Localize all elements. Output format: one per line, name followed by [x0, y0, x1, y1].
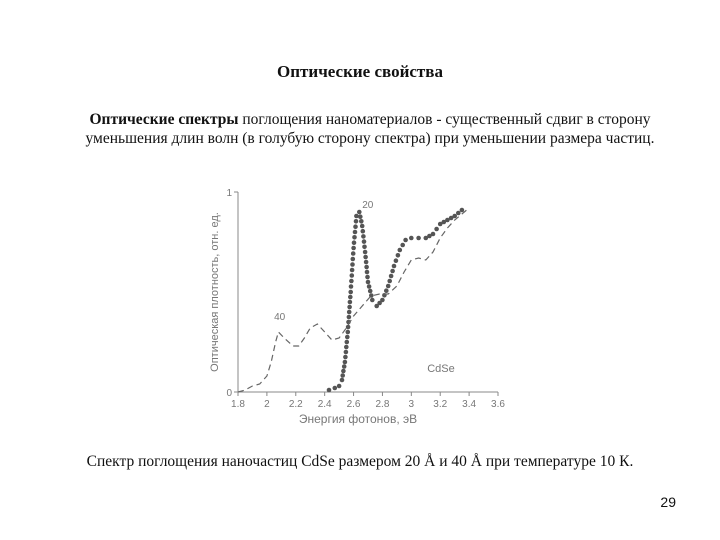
- x-tick-label: 2.2: [288, 399, 303, 410]
- series-point-20: [346, 330, 351, 335]
- series-point-20: [342, 364, 347, 369]
- series-point-20: [359, 219, 364, 224]
- series-point-20: [392, 264, 397, 269]
- series-point-20: [390, 269, 395, 274]
- series-point-20: [341, 369, 346, 374]
- series-point-20: [354, 214, 359, 219]
- series-point-20: [352, 240, 357, 245]
- series-point-20: [349, 279, 354, 284]
- series-point-20: [364, 260, 369, 265]
- series-point-20: [350, 273, 355, 278]
- series-point-20: [340, 378, 345, 383]
- series-label-20: 20: [362, 200, 374, 211]
- figure-caption: Спектр поглощения наночастиц CdSe размером 20 Å и 40 Å при температуре 10 К.: [86, 453, 634, 470]
- y-axis-label: Оптическая плотность, отн. ед.: [209, 212, 221, 372]
- series-point-20: [347, 305, 352, 310]
- x-tick-label: 3.2: [433, 399, 448, 410]
- series-label-40: 40: [274, 312, 286, 323]
- series-point-20: [350, 262, 355, 267]
- series-point-20: [353, 230, 358, 235]
- series-point-20: [460, 208, 465, 213]
- series-point-20: [364, 265, 369, 270]
- intro-bold-term: Оптические спектры: [89, 111, 239, 128]
- series-point-20: [362, 245, 367, 250]
- intro-paragraph: [60, 110, 680, 148]
- series-point-20: [352, 235, 357, 240]
- series-point-20: [351, 257, 356, 262]
- series-point-20: [403, 238, 408, 243]
- x-tick-label: 3.4: [462, 399, 477, 410]
- series-point-20: [363, 255, 368, 260]
- series-point-20: [386, 284, 391, 289]
- series-point-20: [370, 298, 375, 303]
- series-point-20: [363, 250, 368, 255]
- series-point-20: [398, 248, 403, 253]
- series-point-20: [365, 275, 370, 280]
- series-point-20: [351, 246, 356, 251]
- series-point-20: [367, 284, 372, 289]
- series-point-20: [345, 340, 350, 345]
- series-point-20: [389, 274, 394, 279]
- chart-axes: [234, 192, 498, 396]
- series-point-20: [452, 214, 457, 219]
- series-point-20: [361, 229, 366, 234]
- series-point-20: [344, 345, 349, 350]
- series-point-20: [327, 388, 332, 393]
- x-tick-label: 1.8: [231, 399, 245, 410]
- series-point-20: [357, 210, 362, 215]
- series-point-20: [353, 224, 358, 229]
- series-point-20: [343, 360, 348, 365]
- series-point-20: [351, 251, 356, 256]
- series-point-20: [348, 290, 353, 295]
- series-point-20: [348, 295, 353, 300]
- chart-annotation: CdSe: [427, 363, 455, 375]
- x-tick-label: 3: [408, 399, 415, 410]
- series-point-20: [333, 386, 338, 391]
- series-point-20: [360, 224, 365, 229]
- series-point-20: [368, 289, 373, 294]
- series-point-20: [358, 214, 363, 219]
- series-point-20: [431, 232, 436, 237]
- series-point-20: [366, 280, 371, 285]
- series-point-20: [361, 234, 366, 239]
- series-point-20: [350, 268, 355, 273]
- series-point-20: [337, 384, 342, 389]
- x-tick-label: 2.6: [346, 399, 361, 410]
- slide-title: Оптические свойства: [277, 62, 443, 81]
- series-point-20: [396, 253, 401, 258]
- chart-labels: [209, 188, 505, 426]
- x-tick-label: 2.4: [317, 399, 332, 410]
- x-axis-label: Энергия фотонов, эВ: [298, 412, 418, 426]
- series-point-20: [340, 373, 345, 378]
- series-point-20: [365, 270, 370, 275]
- series-point-20: [434, 227, 439, 232]
- series-point-20: [348, 300, 353, 305]
- absorption-spectrum-chart: [200, 180, 530, 430]
- series-point-20: [416, 236, 421, 241]
- series-point-20: [400, 243, 405, 248]
- series-point-20: [347, 315, 352, 320]
- x-tick-label: 2: [264, 399, 270, 410]
- series-point-20: [344, 350, 349, 355]
- y-tick-label: 1: [226, 188, 232, 199]
- x-tick-label: 3.6: [491, 399, 505, 410]
- x-tick-label: 2.8: [375, 399, 390, 410]
- intro-text: поглощения наноматериалов - существенный сдвиг в сторону уменьшения длин волн (в голубую сторону спектра) при уменьшении размера частиц.: [85, 111, 655, 147]
- series-point-20: [394, 258, 399, 263]
- series-point-20: [456, 211, 461, 216]
- series-point-20: [343, 355, 348, 360]
- series-point-20: [354, 219, 359, 224]
- series-point-20: [345, 335, 350, 340]
- series-point-20: [346, 325, 351, 330]
- series-point-20: [349, 284, 354, 289]
- series-point-20: [362, 239, 367, 244]
- series-point-20: [380, 298, 385, 303]
- y-tick-label: 0: [226, 388, 232, 399]
- series-point-20: [409, 236, 414, 241]
- series-point-20: [384, 288, 389, 293]
- series-point-20: [347, 310, 352, 315]
- series-point-20: [387, 279, 392, 284]
- page-number: 29: [660, 494, 676, 510]
